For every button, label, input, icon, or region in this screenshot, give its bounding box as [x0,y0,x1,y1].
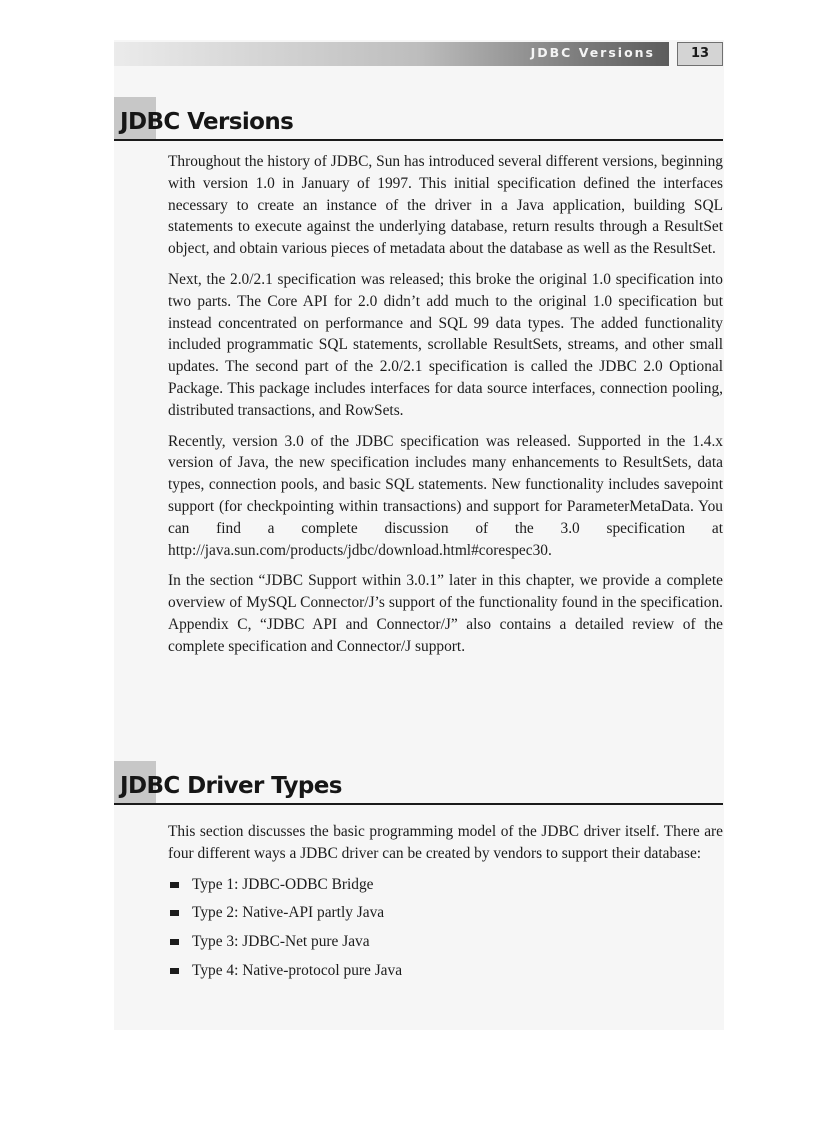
list-item-text: Type 3: JDBC-Net pure Java [192,933,370,951]
section-title: JDBC Versions [120,109,294,135]
running-header-bar [114,42,669,66]
list-item [168,960,723,982]
section-title: JDBC Driver Types [120,773,342,799]
running-header-title: JDBC Versions [530,45,655,60]
section-body-jdbc-versions [168,151,723,667]
paragraph: Next, the 2.0/2.1 specification was released; this broke the original 1.0 specification into two parts. The Core API for 2.0 didn’t add much to the original 1.0 specification but instead concentrated on performance and SQL 99 data types. The added functionality included programmatic SQL statements, scrollable ResultSets, streams, and other small updates. The second part of the 2.0/2.1 specification is called the JDBC 2.0 Optional Package. This package includes interfaces for data source interfaces, connection pooling, distributed transactions, and RowSets. [168,270,723,419]
section-body-jdbc-driver-types [168,821,723,989]
list-item [168,931,723,953]
list-item [168,874,723,896]
paragraph: Recently, version 3.0 of the JDBC specification was released. Supported in the 1.4.x version of Java, the new specification includes many enhancements to ResultSets, data types, connection pools, and basic SQL statements. New functionality includes savepoint support (for checkpointing within transactions) and support for ParameterMetaData. You can find a complete discussion of the 3.0 specification at http://java.sun.com/products/jdbc/download.html#corespec30. [168,432,723,559]
list-item-text: Type 1: JDBC-ODBC Bridge [192,875,374,893]
paragraph: Throughout the history of JDBC, Sun has introduced several different versions, beginning with version 1.0 in January of 1997. This initial specification defined the interfaces necessary to create an instance of the driver in a Java application, building SQL statements to execute against the underlying database, return results through a ResultSet object, and obtain various pieces of metadata about the database as well as the ResultSet. [168,153,723,258]
page-number: 13 [677,42,723,66]
paragraph: This section discusses the basic programming model of the JDBC driver itself. There are four different ways a JDBC driver can be created by vendors to support their database: [168,823,723,862]
driver-types-list [168,874,723,982]
list-item-text: Type 4: Native-protocol pure Java [192,961,403,979]
bullet-square-icon [170,910,179,916]
list-item-text: Type 2: Native-API partly Java [192,904,385,922]
bullet-square-icon [170,939,179,945]
section-heading-jdbc-driver-types [114,761,723,805]
list-item [168,902,723,924]
bullet-square-icon [170,882,179,888]
section-heading-jdbc-versions [114,97,723,141]
paragraph: In the section “JDBC Support within 3.0.1” later in this chapter, we provide a complete overview of MySQL Connector/J’s support of the functionality found in the specification. Appendix C, “JDBC API and Connector/J” also contains a detailed review of the complete specification and Connector/J support. [168,572,723,655]
bullet-square-icon [170,968,179,974]
